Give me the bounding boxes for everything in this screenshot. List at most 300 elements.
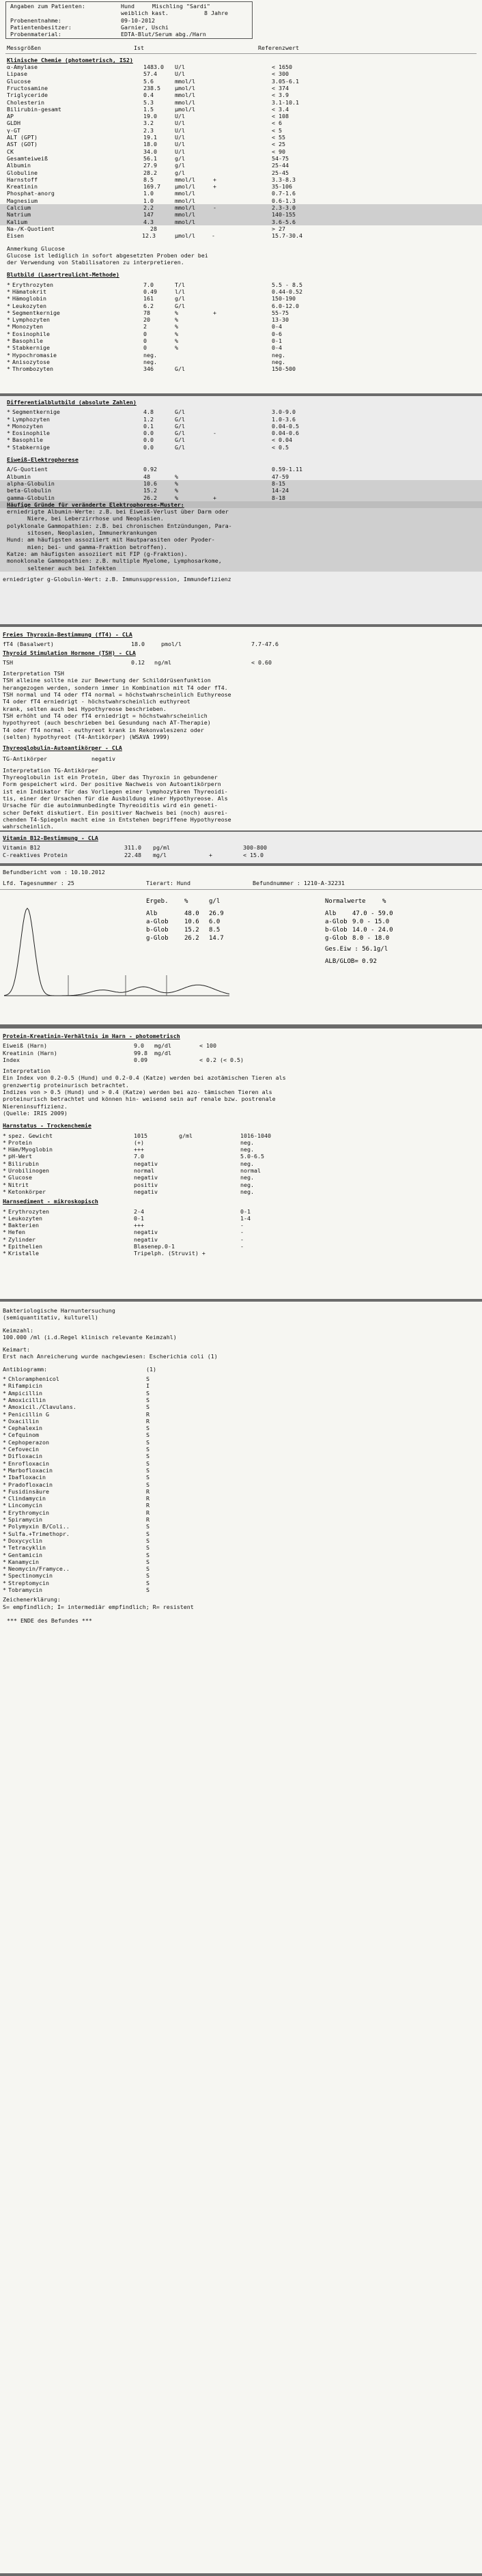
param-name: Gesamteiweiß: [7, 154, 48, 162]
param-unit: %: [175, 323, 178, 331]
param-value: 147: [143, 211, 154, 219]
param-ref: 1.0-3.6: [272, 415, 296, 423]
param-value: S: [146, 1523, 150, 1530]
norm-name: g-Glob: [325, 935, 348, 942]
section-title-b12: Vitamin B12-Bestimmung - CLA: [3, 835, 98, 841]
table-row: [0, 1167, 482, 1174]
param-name: Epithelien: [8, 1243, 42, 1250]
param-name: Segmentkernige: [12, 408, 60, 416]
param-value: R: [146, 1410, 150, 1418]
param-unit: G/l: [175, 443, 185, 451]
section-title-electrophoresis: Eiweiß-Elektrophorese: [7, 456, 79, 464]
cause-line-text: sitosen, Neoplasien, Immunerkrankungen: [7, 529, 157, 537]
param-value: S: [146, 1466, 150, 1474]
antibiogram-row: [0, 1446, 482, 1453]
table-row: [0, 331, 482, 337]
table-row: [0, 183, 482, 190]
param-name: Fusidinsäure: [8, 1487, 49, 1495]
tgaa-interp-line-text: ist ein Indikator für das Vorliegen einer lymphozytären Thyreoidi-: [3, 787, 228, 795]
param-name: Neomycin/Framyce..: [8, 1565, 70, 1573]
germ-count-label: Keimzahl:: [3, 1326, 33, 1334]
param-name: Marbofloxacin: [8, 1466, 53, 1474]
param-ref: 0.7-1.6: [272, 190, 296, 197]
tgaa-interp-line: [0, 774, 482, 781]
param-name: Erythromycin: [8, 1509, 49, 1516]
param-ref: < 25: [272, 141, 285, 148]
param-ref: -: [240, 1222, 244, 1229]
antibiogram-row: [0, 1460, 482, 1467]
param-value: S: [146, 1579, 150, 1586]
table-row: [0, 337, 482, 344]
tgaa-value: negativ: [91, 755, 115, 763]
antibiogram-row: [0, 1397, 482, 1403]
cause-line: [0, 550, 482, 557]
tgaa-interp-line-text: wahrscheinlich.: [3, 823, 54, 830]
patient-info-box: [5, 1, 253, 39]
table-row: [0, 1229, 482, 1235]
param-name: Lipase: [7, 70, 27, 78]
param-value: 1.5: [143, 105, 154, 113]
param-unit: mmol/l: [175, 92, 195, 99]
param-value: +++: [134, 1146, 144, 1153]
param-ref: < 108: [272, 113, 289, 120]
bullet-icon: *: [3, 1459, 6, 1467]
param-value: 2-4: [134, 1207, 144, 1215]
param-name: Zylinder: [8, 1235, 36, 1243]
param-name: Sulfa.+Trimethopr.: [8, 1530, 70, 1537]
param-value: S: [146, 1459, 150, 1467]
norm-range: 9.0 - 15.0: [352, 919, 390, 925]
antibiogram-row: [0, 1565, 482, 1572]
param-value: S: [146, 1474, 150, 1481]
lab-report-page-1: [0, 0, 482, 393]
table-row: [0, 219, 482, 225]
bullet-icon: *: [3, 1207, 6, 1215]
param-unit: U/l: [175, 113, 185, 120]
param-ref: 5.5 - 8.5: [272, 281, 302, 288]
param-unit: U/l: [175, 148, 185, 155]
param-value: S: [146, 1586, 150, 1593]
owner-label: Patientenbesitzer:: [10, 23, 72, 31]
table-row: [0, 134, 482, 141]
tgaa-interp-line-text: Form gespeichert wird. Der positive Nachweis von Autoantikörpern: [3, 781, 221, 788]
param-unit: U/l: [175, 64, 185, 71]
antibiogram-row: [0, 1516, 482, 1523]
upc-interp-line: [0, 1089, 482, 1095]
param-name: Cephoperazon: [8, 1438, 49, 1446]
param-value: 0-1: [134, 1214, 144, 1222]
tgaa-interp-line-text: chenden T4-Spiegeln macht eine in Entstehen begriffene Hypothyreose: [3, 815, 231, 823]
param-value: 27.9: [143, 162, 157, 169]
upc-interp-line-text: proteinurisch betrachtet und können hin- weisend sein auf renale bzw. postrenale: [3, 1095, 276, 1103]
antibiogram-row: [0, 1509, 482, 1516]
section-title-bacteriology: Bakteriologische Harnuntersuchung: [3, 1307, 115, 1314]
table-row: [0, 316, 482, 323]
antibiogram-row: [0, 1544, 482, 1551]
table-row: [0, 1250, 482, 1257]
cause-line-text: polyklonale Gammopathien: z.B. bei chronischen Entzündungen, Para-: [7, 522, 232, 529]
antibiogram-row: [0, 1390, 482, 1397]
param-ref: 150-190: [272, 295, 296, 303]
param-ref: 0.6-1.3: [272, 197, 296, 204]
table-row: [0, 1181, 482, 1188]
param-value: neg.: [143, 358, 157, 365]
iron-unit: µmol/l: [175, 232, 195, 240]
param-name: Kanamycin: [8, 1558, 39, 1565]
param-name: Triglyceride: [7, 92, 48, 99]
tsh-interp-line-text: TSH erhöht und T4 oder fT4 erniedrigt = höchstwahrscheinlich: [3, 712, 208, 719]
table-row: [0, 141, 482, 148]
norm-name: Alb: [325, 910, 337, 917]
param-name: Eiweiß (Harn): [3, 1042, 47, 1050]
param-name: Spectinomycin: [8, 1572, 53, 1580]
bullet-icon: *: [3, 1446, 6, 1453]
bullet-icon: *: [3, 1474, 6, 1481]
table-row: [0, 169, 482, 176]
upc-interp-line-text: Indizes von > 0.5 (Hund) und > 0.4 (Katze) werden bei azo- tämischen Tieren als: [3, 1089, 272, 1096]
param-name: Nitrit: [8, 1181, 29, 1188]
param-name: Globuline: [7, 169, 38, 176]
param-name: Fructosamine: [7, 84, 48, 92]
param-name: Ampicillin: [8, 1389, 42, 1397]
param-name: Protein: [8, 1138, 32, 1146]
th-pct: %: [184, 898, 188, 905]
param-unit: l/l: [175, 288, 185, 295]
param-value: 9.0: [134, 1042, 144, 1050]
param-name: Eosinophile: [12, 330, 50, 337]
param-value: 15.2: [143, 487, 157, 494]
bullet-icon: *: [3, 1188, 6, 1195]
upc-table: [0, 1042, 482, 1063]
param-value: S: [146, 1403, 150, 1411]
upc-interp-line-text: grenzwertig proteinurisch betrachtet.: [3, 1081, 129, 1089]
param-ref: normal: [240, 1167, 261, 1175]
bullet-icon: *: [7, 344, 10, 352]
param-ref: neg.: [240, 1146, 254, 1153]
param-unit: U/l: [175, 134, 185, 141]
table-row: [0, 204, 482, 211]
cause-line-text: erniedrigte Albumin-Werte: z.B. bei Eiweiß-Verlust über Darm oder: [7, 508, 229, 516]
bullet-icon: *: [7, 330, 10, 337]
param-unit: g/l: [175, 162, 185, 169]
param-ref: neg.: [272, 358, 285, 365]
param-name: Glucose: [8, 1174, 32, 1181]
param-value: negativ: [134, 1235, 158, 1243]
param-value: 10.6: [143, 479, 157, 487]
param-ref: 3.05-6.1: [272, 77, 299, 85]
param-unit: %: [175, 337, 178, 345]
param-ref: < 100: [199, 1042, 216, 1050]
param-name: Clindamycin: [8, 1495, 46, 1502]
bullet-icon: *: [3, 1417, 6, 1425]
param-value: 0.92: [143, 466, 157, 473]
iron-ref: 15.7-30.4: [272, 232, 302, 240]
bullet-icon: *: [3, 1565, 6, 1573]
param-name: Ketonkörper: [8, 1188, 46, 1195]
param-name: Stabkernige: [12, 344, 50, 352]
param-name: CK: [7, 148, 14, 155]
tsh-unit: ng/ml: [154, 658, 171, 666]
bullet-icon: *: [3, 1530, 6, 1537]
fraction-pct: 15.2: [184, 927, 199, 934]
norm-range: 47.0 - 59.0: [352, 910, 393, 917]
cause-line-text: Katze: am häufigsten assoziiert mit FIP (g-Fraktion).: [7, 550, 188, 557]
cause-line: [0, 522, 482, 529]
param-value: 4.8: [143, 408, 154, 416]
param-unit: g/l: [175, 295, 185, 303]
tsh-interp-line-text: herangezogen werden, sondern immer in Kombination mit T4 oder fT4.: [3, 684, 228, 691]
param-ref: -: [240, 1243, 244, 1250]
param-value: 0.0: [143, 436, 154, 444]
lab-report-page-3: [0, 627, 482, 830]
fraction-separators: [68, 975, 167, 996]
tsh-interp-line: [0, 733, 482, 740]
ft4-ref: 7.7-47.6: [251, 641, 279, 648]
bullet-icon: *: [3, 1537, 6, 1544]
tsh-interpretation: [0, 677, 482, 740]
bullet-icon: *: [3, 1425, 6, 1432]
tsh-interp-line-text: krank, selten auch bei Hypothyreose beschrieben.: [3, 705, 167, 712]
antibiogram-row: [0, 1572, 482, 1579]
param-name: Phosphat-anorg: [7, 190, 55, 197]
param-value: 2.2: [143, 204, 154, 212]
bullet-icon: *: [3, 1481, 6, 1488]
param-name: Index: [3, 1056, 20, 1063]
sample-date-label: Probenentnahme:: [10, 16, 61, 24]
param-value: 1.0: [143, 197, 154, 204]
param-ref: 0-6: [272, 330, 282, 337]
b12-ref: 300-800: [243, 844, 267, 852]
param-value: S: [146, 1558, 150, 1565]
bullet-icon: *: [3, 1382, 6, 1390]
finding-date: Befundbericht vom : 10.10.2012: [3, 869, 105, 876]
tsh-interp-line-text: T4 oder fT4 erniedrigt - höchstwahrscheinlich euthyreot: [3, 698, 190, 705]
ft4-label: fT4 (Basalwert): [3, 641, 54, 648]
causes-text: [0, 508, 482, 572]
param-value: 0.09: [134, 1056, 147, 1063]
tgaa-interp-line-text: tis, einer der Ursachen für die Ausbildung einer Hypothyreose. Als: [3, 794, 228, 802]
param-name: Tetracyklin: [8, 1544, 46, 1552]
param-ref: -: [240, 1235, 244, 1243]
ft4-value: 18.0: [131, 641, 145, 648]
material-label: Probenmaterial:: [10, 31, 61, 38]
table-row: [0, 155, 482, 162]
param-value: S: [146, 1544, 150, 1552]
param-ref: 0-1: [272, 337, 282, 345]
upc-interpretation: [0, 1074, 482, 1117]
param-value: 0: [143, 344, 147, 352]
bullet-icon: *: [7, 337, 10, 345]
param-value: 26.2: [143, 494, 157, 501]
param-name: Hypochromasie: [12, 351, 57, 359]
patient-sex: weiblich kast.: [121, 10, 169, 17]
param-unit: mmol/l: [175, 176, 195, 183]
table-row: [0, 494, 482, 501]
param-name: Tobramycin: [8, 1586, 42, 1593]
antibiogram-row: [0, 1586, 482, 1593]
electrophoresis-table: [0, 466, 482, 501]
param-value: 8.5: [143, 176, 154, 183]
param-name: Rifampicin: [8, 1382, 42, 1390]
bullet-icon: *: [3, 1389, 6, 1397]
param-ref: 3.6-5.6: [272, 218, 296, 225]
b12-value: 311.0: [124, 844, 141, 852]
param-ref: 0-4: [272, 323, 282, 331]
cause-line-text: Niere, bei Leberzirrhose und Neoplasien.: [7, 515, 164, 522]
param-value: negativ: [134, 1188, 158, 1195]
table-row: [0, 444, 482, 451]
fraction-name: Alb: [146, 910, 158, 917]
crp-value: 22.48: [124, 851, 141, 858]
param-ref: 1016-1040: [240, 1132, 271, 1139]
param-value: 2: [143, 323, 147, 331]
table-row: [0, 473, 482, 480]
ft4-unit: pmol/l: [161, 641, 182, 648]
param-ref: < 6: [272, 120, 282, 127]
table-row: [0, 190, 482, 197]
cause-line: [0, 515, 482, 522]
bullet-icon: *: [3, 1502, 6, 1509]
param-ref: 5.0-6.5: [240, 1153, 264, 1160]
bullet-icon: *: [7, 302, 10, 309]
bullet-icon: *: [7, 365, 10, 373]
tsh-interp-line-text: (selten) hypothyreot (T4-Antikörper) (WSAVA 1999): [3, 733, 170, 740]
bullet-icon: *: [7, 358, 10, 365]
param-unit: mmol/l: [175, 204, 195, 212]
table-row: [0, 106, 482, 113]
bullet-icon: *: [3, 1174, 6, 1181]
table-row: [0, 1146, 482, 1153]
bullet-icon: *: [3, 1403, 6, 1411]
antibiogram-row: [0, 1382, 482, 1389]
param-unit: mmol/l: [175, 77, 195, 85]
param-ref: 3.0-9.0: [272, 408, 296, 416]
param-name: Erythrozyten: [8, 1207, 49, 1215]
table-row: [0, 1160, 482, 1167]
bullet-icon: *: [7, 351, 10, 359]
tgaa-interp-line-text: Thyreoglobulin ist ein Protein, über das Thyroxin in gebundener: [3, 774, 218, 781]
bullet-icon: *: [3, 1579, 6, 1586]
bullet-icon: *: [7, 288, 10, 295]
param-name: γ-GT: [7, 126, 20, 134]
antibiogram-row: [0, 1481, 482, 1488]
column-value: Ist: [134, 44, 144, 52]
upc-interp-line: [0, 1082, 482, 1089]
param-unit: U/l: [175, 70, 185, 78]
param-value: 4.3: [143, 218, 154, 225]
param-value: R: [146, 1417, 150, 1425]
table-row: [0, 148, 482, 155]
bullet-icon: *: [3, 1222, 6, 1229]
legend-title: Zeichenerklärung:: [3, 1596, 61, 1604]
sample-date-value: 09-10-2012: [121, 16, 155, 24]
param-name: Bilirubin-gesamt: [7, 105, 61, 113]
param-unit: mg/dl: [154, 1049, 171, 1056]
param-unit: G/l: [175, 365, 185, 373]
tsh-interp-line: [0, 684, 482, 691]
param-name: Pradofloxacin: [8, 1481, 53, 1488]
table-row: [0, 430, 482, 436]
tgaa-interp-line: [0, 809, 482, 816]
table-row: [0, 1153, 482, 1160]
causes-title: Häufige Gründe für veränderte Elektrophorese-Muster:: [7, 501, 184, 508]
fraction-pct: 10.6: [184, 919, 199, 925]
finding-number: Befundnummer : 1210-A-32231: [253, 880, 345, 887]
param-ref: 0.44-0.52: [272, 288, 302, 295]
table-row: [0, 92, 482, 98]
fraction-pct: 26.2: [184, 935, 199, 942]
table-row: [0, 127, 482, 134]
param-unit: µmol/l: [175, 105, 195, 113]
bullet-icon: *: [3, 1551, 6, 1558]
param-name: pH-Wert: [8, 1153, 32, 1160]
param-name: Kreatinin (Harn): [3, 1049, 57, 1056]
upc-interp-line: [0, 1103, 482, 1110]
param-unit: mmol/l: [175, 190, 195, 197]
param-ref: 35-106: [272, 183, 292, 191]
tsh-label: TSH: [3, 658, 13, 666]
bullet-icon: *: [3, 1438, 6, 1446]
param-value: 5.6: [143, 77, 154, 85]
fraction-name: g-Glob: [146, 935, 169, 942]
antibiogram-row: [0, 1411, 482, 1418]
b12-label: Vitamin B12: [3, 844, 40, 852]
lab-report-page-4: [0, 832, 482, 863]
bullet-icon: *: [3, 1586, 6, 1593]
param-ref: < 0.2 (< 0.5): [199, 1056, 244, 1063]
param-value: S: [146, 1572, 150, 1580]
fraction-name: b-Glob: [146, 927, 169, 934]
param-ref: 14-24: [272, 487, 289, 494]
tsh-interp-line: [0, 719, 482, 726]
bullet-icon: *: [3, 1487, 6, 1495]
param-unit: mmol/l: [175, 211, 195, 219]
param-value: 238.5: [143, 84, 160, 92]
param-name: Albumin: [7, 162, 31, 169]
bullet-icon: *: [7, 316, 10, 324]
fraction-gl: 26.9: [209, 910, 224, 917]
param-name: gamma-Globulin: [7, 494, 55, 501]
bullet-icon: *: [3, 1558, 6, 1565]
param-value: S: [146, 1425, 150, 1432]
bullet-icon: *: [7, 295, 10, 303]
report-end: *** ENDE des Befundes ***: [7, 1616, 92, 1624]
param-value: positiv: [134, 1181, 158, 1188]
germ-type-label: Keimart:: [3, 1346, 30, 1354]
antibiogram-row: [0, 1431, 482, 1438]
param-value: negativ: [134, 1174, 158, 1181]
table-row: [0, 344, 482, 351]
param-value: 7.0: [134, 1153, 144, 1160]
bullet-icon: *: [3, 1516, 6, 1524]
norm-range: 8.0 - 18.0: [352, 935, 390, 942]
section-title-urine-status: Harnstatus - Trockenchemie: [3, 1122, 91, 1130]
b12-unit: pg/ml: [153, 844, 170, 852]
param-value: negativ: [134, 1229, 158, 1236]
param-value: R: [146, 1509, 150, 1516]
antibiogram-row: [0, 1523, 482, 1530]
antibiogram-column: (1): [146, 1365, 156, 1373]
antibiogram-row: [0, 1558, 482, 1565]
upc-interp-line-text: Ein Index von 0.2-0.5 (Hund) und 0.2-0.4 (Katze) werden bei azotämischen Tieren als: [3, 1074, 286, 1082]
param-value: 57.4: [143, 70, 157, 78]
param-ref: < 1650: [272, 64, 292, 71]
param-ref: 6.0-12.0: [272, 302, 299, 309]
param-value: R: [146, 1516, 150, 1524]
param-name: Magnesium: [7, 197, 38, 204]
param-name: Monozyten: [12, 323, 43, 331]
param-unit: G/l: [175, 408, 185, 416]
